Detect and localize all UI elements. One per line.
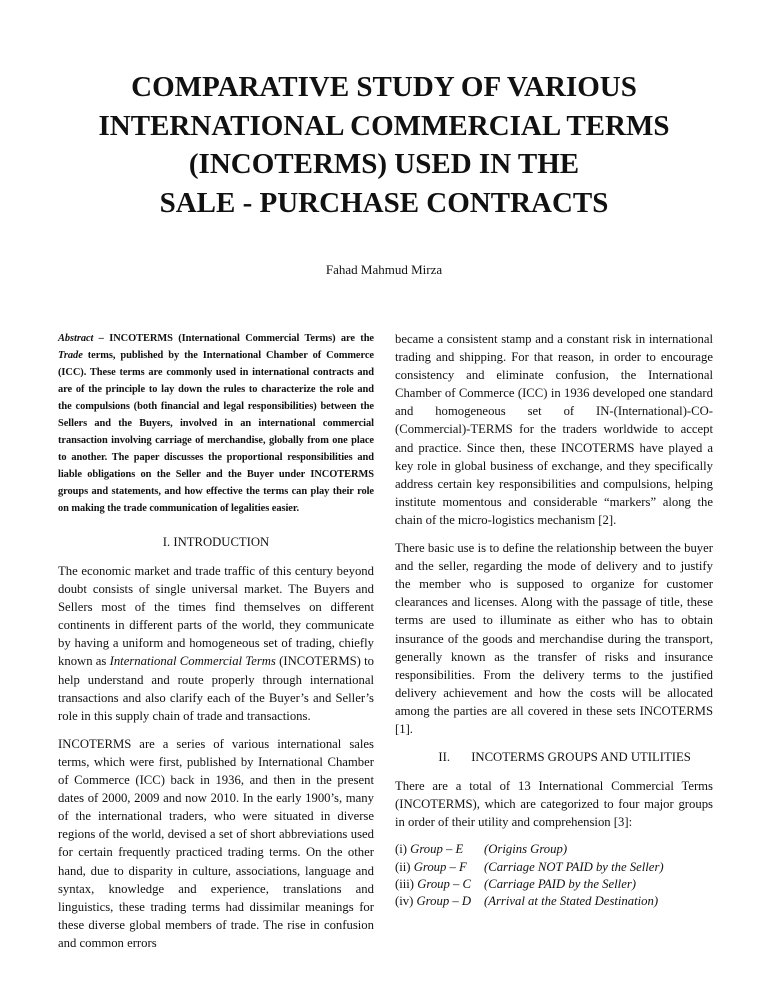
list-item	[395, 893, 713, 910]
group-description: (Carriage PAID by the Seller)	[484, 876, 636, 891]
list-item	[395, 876, 713, 893]
abstract-text: terms, published by the International Chamber of Commerce (ICC). These terms are commonly used in international contracts and are of the principle to lay down the rules to characterize the role and the compulsions (both financial and legal responsibilities) between the Sellers and the Buyers, involved in an international commercial transaction involving carriage of merchandise, globally from one place to another. The paper discusses the proportional responsibilities and liable obligations on the Seller and the Buyer under INCOTERMS groups and statements, and how effective the terms can play their role on making the trade communication of legalities easier.	[58, 350, 374, 514]
abstract-text: INCOTERMS (International Commercial Terms) are the	[103, 333, 374, 344]
group-name: Group – F	[413, 859, 467, 874]
group-marker: (iii)	[395, 876, 415, 891]
group-name: Group – E	[410, 842, 464, 857]
group-description: (Arrival at the Stated Destination)	[484, 894, 659, 909]
group-marker: (iv)	[395, 894, 414, 909]
group-marker: (i)	[395, 842, 407, 857]
section-heading-groups	[395, 750, 713, 765]
group-label	[395, 841, 484, 858]
title-line: COMPARATIVE STUDY OF VARIOUS	[131, 71, 637, 103]
section-number: II.	[438, 750, 451, 765]
group-description: (Origins Group)	[484, 842, 568, 857]
group-label	[395, 893, 484, 910]
incoterm-groups-list	[395, 841, 713, 910]
group-marker: (ii)	[395, 859, 411, 874]
intro-paragraph-2: INCOTERMS are a series of various international sales terms, which were first, published by International Chamber of Commerce (ICC) back in 1936, and then in the present dates of 2000, 2009 and now 2010. In the early 1900’s, many of the international traders, who were situated in diverse regions of the world, devised a set of short abbreviations used for certain frequently practiced trading terms. On the other hand, due to disparity in culture, associations, language and syntax, knowledge and experience, translations and linguistics, these trading terms had dissimilar meanings for these diverse global members of trade. The rise in confusion and common errors	[58, 736, 374, 950]
list-item	[395, 841, 713, 858]
group-label	[395, 876, 484, 893]
title-line: INTERNATIONAL COMMERCIAL TERMS	[98, 109, 670, 142]
abstract-paragraph	[58, 330, 374, 517]
section-title: INCOTERMS GROUPS AND UTILITIES	[471, 750, 691, 765]
right-paragraph-3: There are a total of 13 International Commercial Terms (INCOTERMS), which are categorized to four major groups in order of their utility and comprehension [3]:	[395, 779, 713, 830]
intro-text: (INCOTERMS) to help understand and route properly through international transactions and also clarify each of the Buyer’s and Seller’s role in this supply chain of trade and transactions.	[58, 654, 374, 723]
intro-text: The economic market and trade traffic of this century beyond doubt consists of single universal market. The Buyers and Sellers most of the times find themselves on different continents in different parts of the world, they communicate by having a uniform and homogeneous set of trading, chiefly known as	[58, 564, 374, 669]
group-description: (Carriage NOT PAID by the Seller)	[484, 859, 664, 874]
left-column	[58, 330, 374, 952]
group-label	[395, 859, 484, 876]
right-paragraph-1: became a consistent stamp and a constant risk in international trading and shipping. For that reason, in order to encourage consistency and eliminate confusion, the International Chamber of Commerce (ICC) in 1936 developed one standard and homogeneous set of IN-(International)-CO-(Commercial)-TERMS for the traders worldwide to accept and practice. Since then, these INCOTERMS have played a key role in global business of exchange, and they specifically address certain key responsibilities and compulsions, helping institute momentous and considerable “markers” along the chain of the micro-logistics mechanism [2].	[395, 332, 713, 527]
abstract-lead: Abstract –	[58, 333, 104, 344]
section-heading-introduction: I. INTRODUCTION	[162, 535, 270, 549]
paper-title	[60, 68, 708, 222]
right-paragraph-2: There basic use is to define the relationship between the buyer and the seller, regarding the mode of delivery and to justify the member who is supposed to organize for customer clearances and licenses. Along with the passage of title, these terms are used to illuminate as either who has to obtain insurance of the goods and merchandise during the transport, generally known as the transfer of risks and insurance responsibilities. From the delivery terms to the justified delivery achievement and how the costs will be allocated among the parties are all covered in these sets INCOTERMS [1].	[395, 541, 713, 736]
title-line: (INCOTERMS) USED IN THE	[188, 148, 580, 180]
intro-paragraph-1	[58, 562, 374, 725]
list-item	[395, 859, 713, 876]
group-name: Group – C	[417, 876, 472, 891]
abstract-trade-word: Trade	[58, 350, 83, 361]
group-name: Group – D	[416, 894, 472, 909]
author-name: Fahad Mahmud Mirza	[325, 262, 443, 277]
title-line: SALE - PURCHASE CONTRACTS	[159, 186, 609, 219]
intro-emphasis: International Commercial Terms	[109, 654, 276, 669]
right-column	[395, 330, 713, 911]
